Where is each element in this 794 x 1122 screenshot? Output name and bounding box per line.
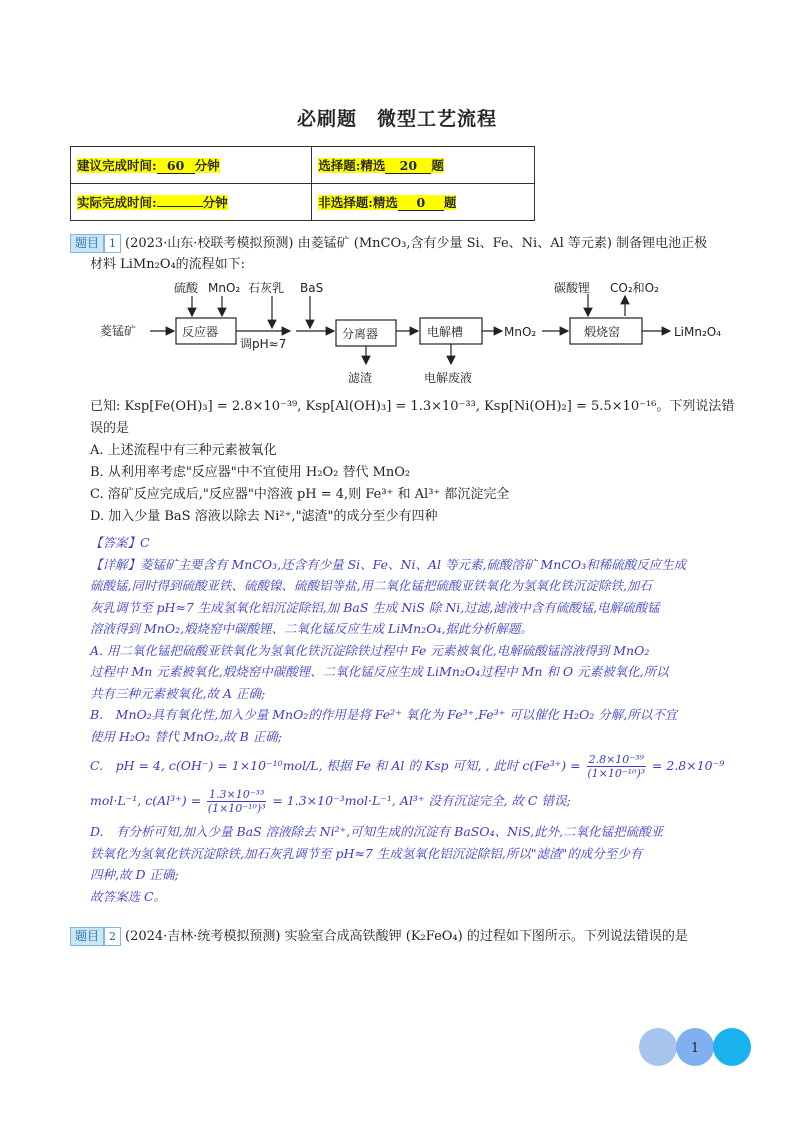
residue-label: 滤渣 [348, 371, 373, 385]
suggest-time-cell: 建议完成时间: 60 分钟 [71, 147, 312, 184]
question-2-header: 题目 2 (2024·吉林·统考模拟预测) 实验室合成高铁酸钾 (K₂FeO₄) 的过程如下图所示。下列说法错误的是 [70, 926, 688, 947]
question-number: 2 [104, 927, 121, 946]
product-label: LiMn₂O₄ [674, 325, 722, 339]
option-d: D. 加入少量 BaS 溶液以除去 Ni²⁺,"滤渣"的成分至少有四种 [90, 509, 438, 524]
info-table [70, 146, 535, 221]
al-fraction: $\frac{\text{1.3×10⁻³³}}{\text{(1×10⁻¹⁰)³}}$ [207, 788, 266, 815]
ph-label: 调pH≈7 [240, 337, 287, 351]
fe-fraction: $\frac{\text{2.8×10⁻³⁹}}{\text{(1×10⁻¹⁰)³}}$ [587, 753, 646, 780]
process-flow-diagram [100, 278, 740, 390]
answer-line: 【答案】C [90, 535, 150, 550]
waste-label: 电解废液 [424, 371, 473, 385]
page-number: 1 [690, 1041, 700, 1056]
question-tag: 题目 [70, 927, 104, 946]
option-c: C. 溶矿反应完成后,"反应器"中溶液 pH = 4,则 Fe³⁺ 和 Al³⁺ 都沉淀完全 [90, 487, 510, 502]
option-c-analysis: C. pH = 4, c(OH⁻) = 1×10⁻¹⁰mol/L, 根据 Fe 和 Al 的 Ksp 可知, , 此时 c(Fe³⁺) = $\frac{\text{2.8×10⁻³⁹}}{\text{(1×10⁻¹⁰)³}}$ = 2.8×10⁻⁹ [90, 753, 725, 780]
option-a: A. 上述流程中有三种元素被氧化 [90, 443, 277, 458]
question-number: 1 [104, 234, 121, 253]
reactor-label: 反应器 [182, 325, 219, 339]
mno2-label: MnO₂ [208, 281, 241, 295]
question-1-line2: 材料 LiMn₂O₄的流程如下: [90, 257, 246, 272]
mno2-out-label: MnO₂ [504, 325, 537, 339]
licarb-label: 碳酸锂 [554, 281, 591, 295]
option-c-analysis-2: mol·L⁻¹, c(Al³⁺) = $\frac{\text{1.3×10⁻³³}}{\text{(1×10⁻¹⁰)³}}$ = 1.3×10⁻³mol·L⁻¹, Al³⁺ 没有沉淀完全, 故 C 错误; [90, 788, 571, 815]
page-title: 必刷题 微型工艺流程 [296, 108, 497, 130]
gases-label: CO₂和O₂ [610, 281, 659, 295]
separator-label: 分离器 [342, 327, 379, 341]
kiln-label: 煅烧窑 [584, 325, 621, 339]
question-1-header: 题目 1 (2023·山东·校联考模拟预测) 由菱锰矿 (MnCO₃,含有少量 Si、Fe、Ni、Al 等元素) 制备锂电池正极 [70, 233, 707, 254]
actual-time-blank[interactable] [157, 206, 203, 207]
nonchoice-count-cell: 非选择题:精选 0 题 [312, 184, 535, 221]
bas-label: BaS [300, 281, 324, 295]
page-number-badge [638, 1027, 754, 1067]
known-line2: 误的是 [90, 421, 130, 436]
actual-time-cell: 实际完成时间: 分钟 [71, 184, 312, 221]
lime-label: 石灰乳 [248, 281, 285, 295]
ore-label: 菱锰矿 [100, 324, 137, 338]
choice-count-cell: 选择题:精选 20 题 [312, 147, 535, 184]
known-line1: 已知: Ksp[Fe(OH)₃] = 2.8×10⁻³⁹, Ksp[Al(OH)₃] = 1.3×10⁻³³, Ksp[Ni(OH)₂] = 5.5×10⁻¹⁶。下列说法错 [90, 399, 735, 414]
question-tag: 题目 [70, 234, 104, 253]
cell-label: 电解槽 [427, 325, 464, 339]
option-b: B. 从利用率考虑"反应器"中不宜使用 H₂O₂ 替代 MnO₂ [90, 465, 411, 480]
acid-label: 硫酸 [174, 281, 199, 295]
answer-section: 【答案】C 【详解】菱锰矿主要含有 MnCO₃,还含有少量 Si、Fe、Ni、Al 等元素,硫酸溶矿 MnCO₃和稀硫酸反应生成 硫酸锰,同时得到硫酸亚铁、硫酸镍、硫酸铝等盐,用二氧化锰把硫酸亚铁氧化为氢氧化铁沉淀除铁,加石 灰乳调节至 pH≈7 生成氢氧化铝沉淀除铝,加 BaS 生成 NiS 除 Ni,过滤,滤液中含有硫酸锰,电解硫酸锰 溶液得到 MnO₂,煅烧窑中碳酸锂、二氧化锰反应生成 LiMn₂O₄,据此分析解题。 A. 用二氧化锰把硫酸亚铁氧化为氢氧化铁沉淀除铁过程中 Fe 元素被氧化,电解硫酸锰溶液得到 MnO₂ 过程中 Mn 元素被氧化,煅烧窑中碳酸锂、二氧化锰反应生成 LiMn₂O₄过程中 Mn 和 O 元素被氧化,所以 共有三种元素被氧化,故 A 正确; B. MnO₂具有氧化性,加入少量 MnO₂的作用是将 Fe²⁺ 氧化为 Fe³⁺,Fe³⁺ 可以催化 H₂O₂ 分解,所以不宜 使用 H₂O₂ 替代 MnO₂,故 B 正确; C. pH = 4, c(OH⁻) = 1×10⁻¹⁰mol/L, 根据 Fe 和 Al 的 Ksp 可知, , 此时 c(Fe³⁺) = $\frac{\text{2.8×10⁻³⁹}}{\text{(1×10⁻¹⁰)³}}$ = 2.8×10⁻⁹ mol·L⁻¹, c(Al³⁺) = $\frac{\text{1.3×10⁻³³}}{\text{(1×10⁻¹⁰)³}}$ = 1.3×10⁻³mol·L⁻¹, Al³⁺ 没有沉淀完全, 故 C 错误; D. 有分析可知,加入少量 BaS 溶液除去 Ni²⁺,可知生成的沉淀有 BaSO₄、NiS,此外,二氧化锰把硫酸亚 铁氧化为氢氧化铁沉淀除铁,加石灰乳调节至 pH≈7 生成氢氧化铝沉淀除铝,所以"滤渣"的成分至少有 四种,故 D 正确; 故答案选 C。 [90, 532, 730, 907]
